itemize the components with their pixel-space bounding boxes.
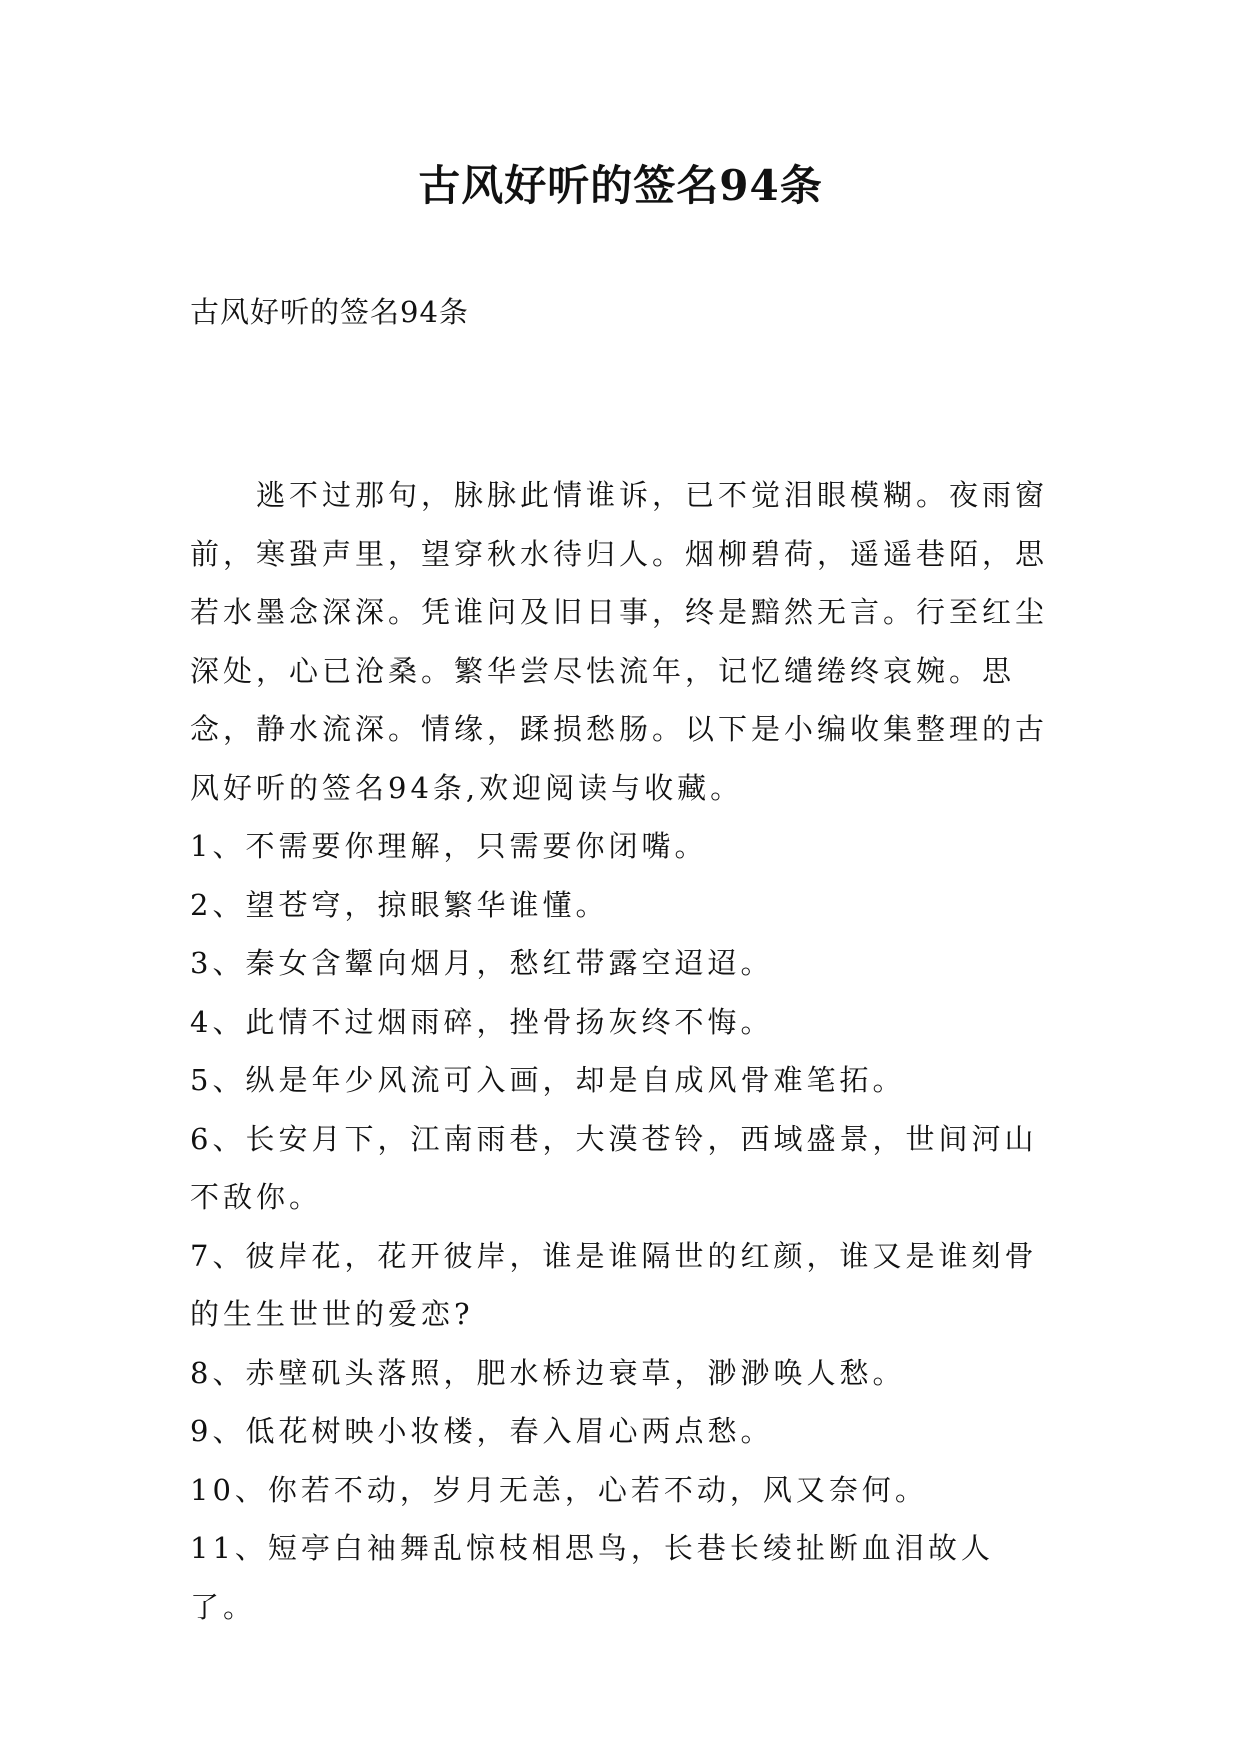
list-item: 4、此情不过烟雨碎，挫骨扬灰终不悔。 xyxy=(190,1004,774,1039)
list-item: 8、赤壁矶头落照，肥水桥边衰草，渺渺唤人愁。 xyxy=(190,1355,906,1390)
document-subtitle: 古风好听的签名94条 xyxy=(190,295,469,329)
document-body xyxy=(190,466,1056,1636)
list-item: 10、你若不动，岁月无恙，心若不动，风又奈何。 xyxy=(190,1472,928,1507)
list-item: 11、短亭白袖舞乱惊枝相思鸟，长巷长绫扯断血泪故人了。 xyxy=(190,1531,994,1624)
document-title: 古风好听的签名94条 xyxy=(418,161,823,210)
list-item: 2、望苍穹，掠眼繁华谁懂。 xyxy=(190,887,609,922)
list-item: 9、低花树映小妆楼，春入眉心两点愁。 xyxy=(190,1414,774,1448)
list-item: 1、不需要你理解，只需要你闭嘴。 xyxy=(190,829,708,863)
intro-paragraph: 逃不过那句，脉脉此情谁诉，已不觉泪眼模糊。夜雨窗前，寒蛩声里，望穿秋水待归人。烟柳碧荷，遥遥巷陌，思若水墨念深深。凭谁问及旧日事，终是黯然无言。行至红尘深处，心已沧桑。繁华尝尽怯流年，记忆缱绻终哀婉。思念，静水流深。情缘，蹂损愁肠。以下是小编收集整理的古风好听的签名94条,欢迎阅读与收藏。 xyxy=(190,478,1049,805)
list-item: 5、纵是年少风流可入画，却是自成风骨难笔拓。 xyxy=(190,1063,906,1097)
list-item: 6、长安月下，江南雨巷，大漠苍铃，西域盛景，世间河山不敌你。 xyxy=(190,1121,1038,1214)
list-item: 3、秦女含颦向烟月，愁红带露空迢迢。 xyxy=(190,946,774,980)
list-item: 7、彼岸花，花开彼岸，谁是谁隔世的红颜，谁又是谁刻骨的生生世世的爱恋? xyxy=(190,1238,1038,1331)
